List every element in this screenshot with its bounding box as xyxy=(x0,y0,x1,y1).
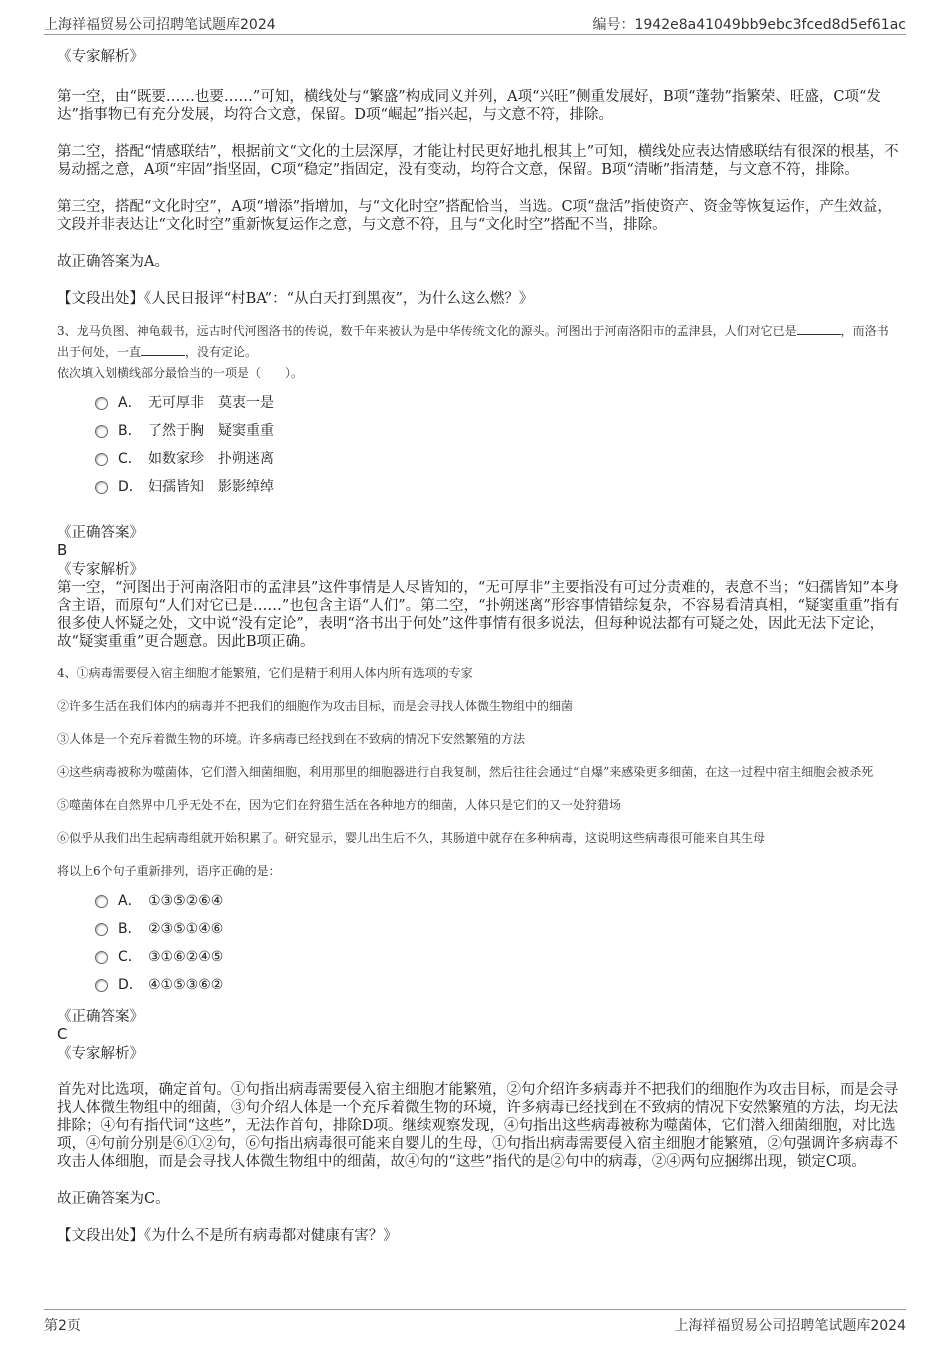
q4-sentence-1: 4、①病毒需要侵入宿主细胞才能繁殖，它们是精于利用人体内所有选项的专家 xyxy=(57,666,473,680)
option-text: ④①⑤③⑥② xyxy=(148,977,224,993)
radio-button-icon[interactable] xyxy=(95,979,108,992)
q2-conclusion: 故正确答案为A。 xyxy=(57,254,169,270)
option-text: ③①⑥②④⑤ xyxy=(148,949,224,965)
q4-prompt: 将以上6个句子重新排列，语序正确的是： xyxy=(57,864,281,878)
q3-stem-part1: 3、龙马负图、神龟载书，远古时代河图洛书的传说，数千年来被认为是中华传统文化的源头。河图出于河南洛阳市的孟津县，人们对它已是 xyxy=(57,324,797,338)
q3-stem-part2: ，而洛书出于何处，一直 xyxy=(57,324,889,359)
option-text: ②③⑤①④⑥ xyxy=(148,921,224,937)
q3-blank-2 xyxy=(141,343,185,356)
page-footer xyxy=(44,1309,906,1336)
q3-answer-label: 《正确答案》 xyxy=(57,525,144,541)
option-text: 了然于胸 疑窦重重 xyxy=(148,423,274,439)
radio-button-icon[interactable] xyxy=(95,481,108,494)
option-letter: A． xyxy=(118,893,142,909)
header-doc-id: 编号：1942e8a41049bb9ebc3fced8d5ef61ac xyxy=(592,17,906,33)
q3-option-b[interactable] xyxy=(95,422,900,440)
q4-analysis: 首先对比选项，确定首句。①句指出病毒需要侵入宿主细胞才能繁殖，②句介绍许多病毒并不把我们的细胞作为攻击目标，而是会寻找人体微生物组中的细菌，③句介绍人体是一个充斥着微生物的环境，许多病毒已经找到在不致病的情况下安然繁殖的方法，均无法排除；④句有指代词“这些”，无法作首句，排除D项。继续观察发现，④句指出这些病毒被称为噬菌体，它们潜入细菌细胞，对比选项，④句前分别是⑥①②句，⑥句指出病毒很可能来自婴儿的生母，①句指出病毒需要侵入宿主细胞才能繁殖，②句强调许多病毒不攻击人体细胞，而是会寻找人体微生物组中的细菌，故④句的“这些”指代的是②句中的病毒，②④两句应捆绑出现，锁定C项。 xyxy=(57,1082,898,1170)
q4-sentence-2: ②许多生活在我们体内的病毒并不把我们的细胞作为攻击目标，而是会寻找人体微生物组中的细菌 xyxy=(57,699,574,713)
q4-sentence-4: ④这些病毒被称为噬菌体，它们潜入细菌细胞，利用那里的细胞器进行自我复制，然后往往会通过“自爆”来感染更多细菌，在这一过程中宿主细胞会被杀死 xyxy=(57,765,874,779)
page-number: 第2页 xyxy=(44,1318,81,1334)
option-text: 妇孺皆知 影影绰绰 xyxy=(148,479,274,495)
radio-button-icon[interactable] xyxy=(95,425,108,438)
option-text: 无可厚非 莫衷一是 xyxy=(148,395,274,411)
q3-option-d[interactable] xyxy=(95,478,900,496)
q4-sentence-5: ⑤噬菌体在自然界中几乎无处不在，因为它们在狩猎生活在各种地方的细菌，人体只是它们的又一处狩猎场 xyxy=(57,798,622,812)
q4-option-a[interactable] xyxy=(95,892,900,910)
option-letter: C． xyxy=(118,451,142,467)
q4-option-d[interactable] xyxy=(95,976,900,994)
q3-option-c[interactable] xyxy=(95,450,900,468)
q4-option-b[interactable] xyxy=(95,920,900,938)
q3-analysis: 第一空，“河图出于河南洛阳市的孟津县”这件事情是人尽皆知的，“无可厚非”主要指没有可过分责难的，表意不当；“妇孺皆知”本身含主语，而原句“人们对它已是……”也包含主语“人们”。第二空，“扑朔迷离”形容事情错综复杂，不容易看清真相，“疑窦重重”指有很多使人怀疑之处，文中说“没有定论”，表明“洛书出于何处”这件事情有很多说法，但每种说法都有可疑之处，因此无法下定论，故“疑窦重重”更合题意。因此B项正确。 xyxy=(57,580,900,650)
radio-button-icon[interactable] xyxy=(95,895,108,908)
q2-analysis-p3: 第三空，搭配“文化时空”，A项“增添”指增加，与“文化时空”搭配恰当，当选。C项“盘活”指使资产、资金等恢复运作，产生效益，文段并非表达让“文化时空”重新恢复运作之意，与文意不符，且与“文化时空”搭配不当，排除。 xyxy=(57,199,892,233)
q2-source: 【文段出处】《人民日报评“村BA”：“从白天打到黑夜”，为什么这么燃？》 xyxy=(57,291,534,307)
q4-sentence-3: ③人体是一个充斥着微生物的环境。许多病毒已经找到在不致病的情况下安然繁殖的方法 xyxy=(57,732,526,746)
page-content xyxy=(57,42,900,1304)
radio-button-icon[interactable] xyxy=(95,923,108,936)
q4-source: 【文段出处】《为什么不是所有病毒都对健康有害？》 xyxy=(57,1228,398,1244)
option-letter: B． xyxy=(118,423,142,439)
q4-answer: C xyxy=(57,1025,68,1043)
radio-button-icon[interactable] xyxy=(95,397,108,410)
q3-stem-part3: ，没有定论。 xyxy=(185,345,258,359)
q2-analysis-p2: 第二空，搭配“情感联结”，根据前文“文化的土层深厚，才能让村民更好地扎根其上”可知，横线处应表达情感联结有很深的根基，不易动摇之意，A项“牢固”指坚固，C项“稳定”指固定，没有变动，均符合文意，保留。B项“清晰”指清楚，与文意不符，排除。 xyxy=(57,144,899,178)
q2-analysis-p1: 第一空，由“既要……也要……”可知，横线处与“繁盛”构成同义并列，A项“兴旺”侧重发展好，B项“蓬勃”指繁荣、旺盛，C项“发达”指事物已有充分发展，均符合文意，保留。D项“崛起”指兴起，与文意不符，排除。 xyxy=(57,89,881,123)
q4-expert-label: 《专家解析》 xyxy=(57,1046,144,1062)
option-letter: B． xyxy=(118,921,142,937)
option-letter: C． xyxy=(118,949,142,965)
q4-conclusion: 故正确答案为C。 xyxy=(57,1191,170,1207)
q3-answer: B xyxy=(57,541,68,559)
page-header xyxy=(44,10,906,35)
q4-answer-label: 《正确答案》 xyxy=(57,1009,144,1025)
q3-options xyxy=(95,394,900,496)
q4-sentence-6: ⑥似乎从我们出生起病毒组就开始积累了。研究显示，婴儿出生后不久，其肠道中就存在多种病毒，这说明这些病毒很可能来自其生母 xyxy=(57,831,766,845)
option-text: ①③⑤②⑥④ xyxy=(148,893,224,909)
radio-button-icon[interactable] xyxy=(95,951,108,964)
q3-option-a[interactable] xyxy=(95,394,900,412)
header-title: 上海祥福贸易公司招聘笔试题库2024 xyxy=(44,17,276,33)
option-letter: D． xyxy=(118,977,143,993)
radio-button-icon[interactable] xyxy=(95,453,108,466)
q3-stem xyxy=(57,321,900,363)
option-text: 如数家珍 扑朔迷离 xyxy=(148,451,274,467)
q4-options xyxy=(95,892,900,994)
q3-prompt: 依次填入划横线部分最恰当的一项是（ ）。 xyxy=(57,366,304,380)
q2-expert-label: 《专家解析》 xyxy=(57,49,144,65)
q3-expert-label: 《专家解析》 xyxy=(57,562,144,578)
q3-blank-1 xyxy=(797,322,841,335)
option-letter: D． xyxy=(118,479,143,495)
option-letter: A． xyxy=(118,395,142,411)
footer-title: 上海祥福贸易公司招聘笔试题库2024 xyxy=(674,1318,906,1334)
q4-option-c[interactable] xyxy=(95,948,900,966)
